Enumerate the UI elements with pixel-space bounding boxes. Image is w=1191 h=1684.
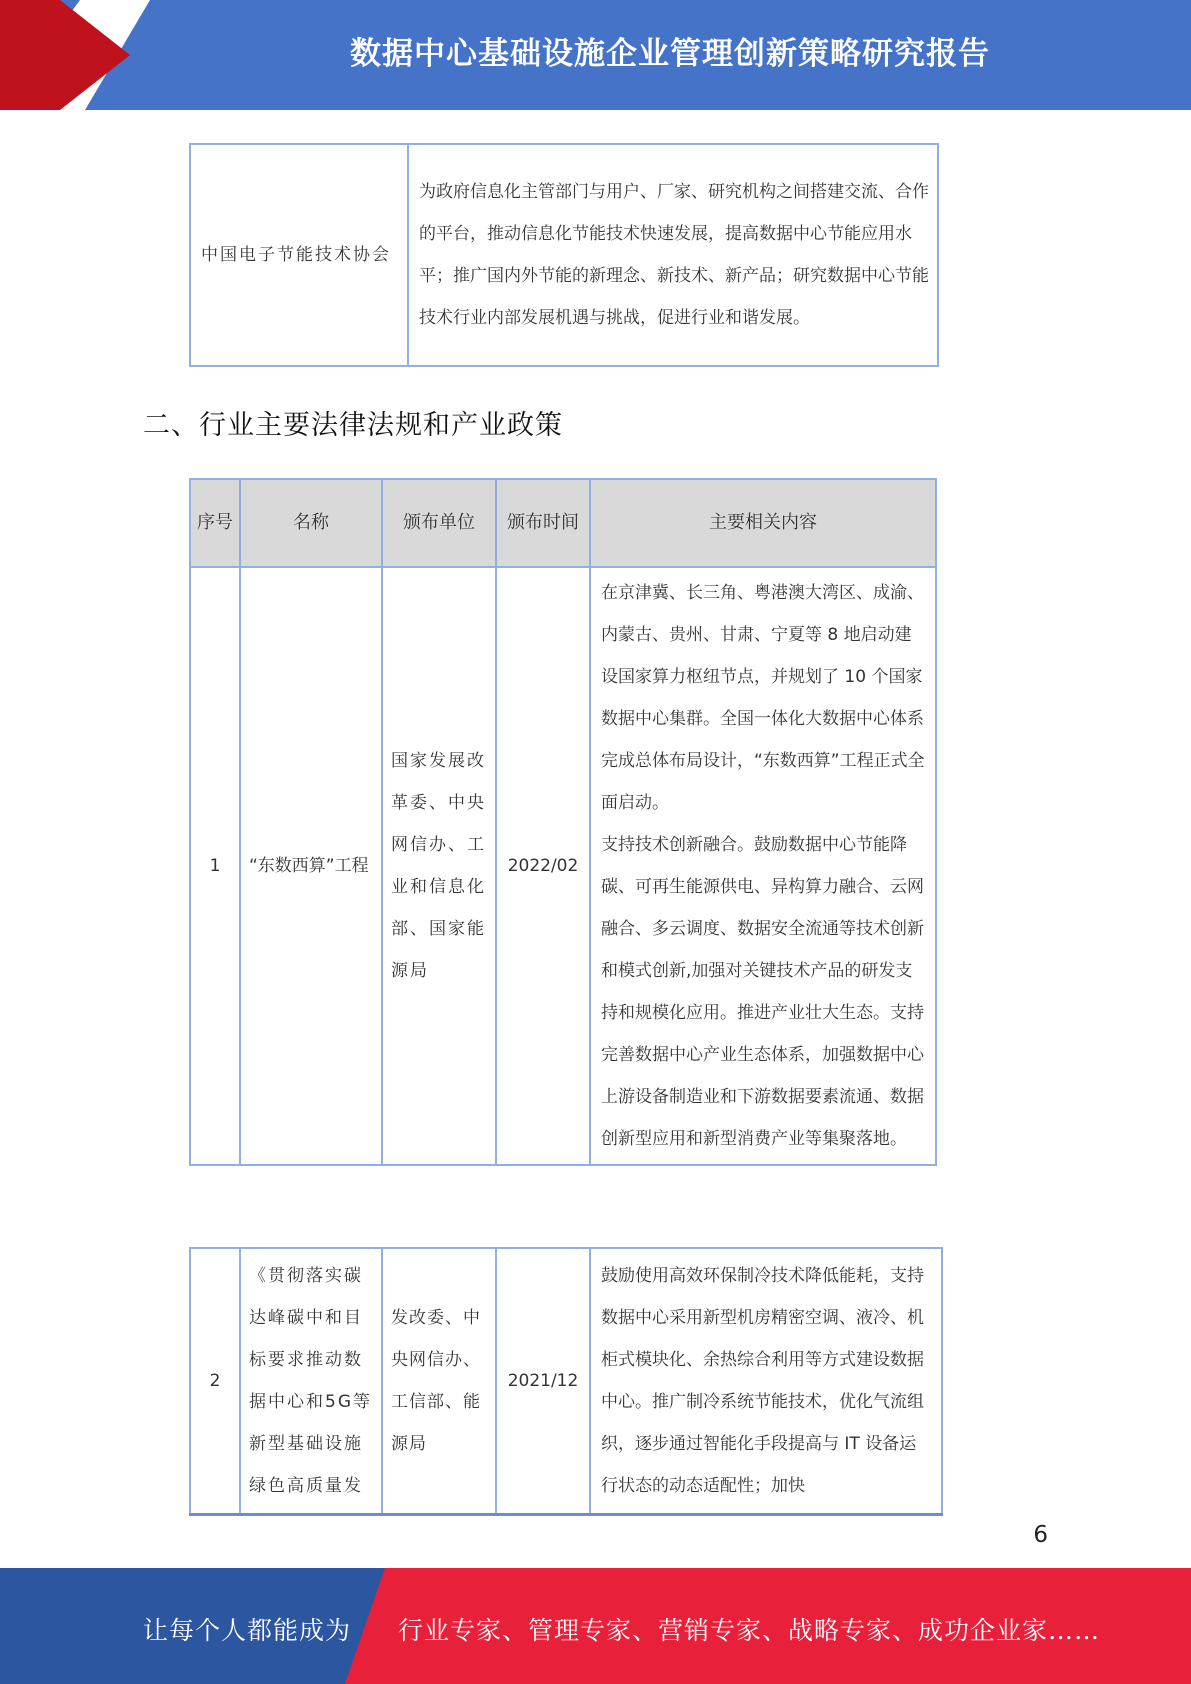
page-footer bbox=[0, 1568, 1191, 1684]
table-header-row bbox=[190, 479, 936, 567]
header-num: 序号 bbox=[190, 479, 240, 567]
page-number: 6 bbox=[1033, 1522, 1048, 1548]
row-content-paragraph: 在京津冀、长三角、粤港澳大湾区、成渝、内蒙古、贵州、甘肃、宁夏等 8 地启动建设国家算力枢纽节点，并规划了 10 个国家数据中心集群。全国一体化大数据中心体系完成总体布局设计，“东数西算”工程正式全面启动。 bbox=[601, 583, 925, 813]
row-num: 2 bbox=[190, 1248, 240, 1515]
organization-description: 为政府信息化主管部门与用户、厂家、研究机构之间搭建交流、合作的平台，推动信息化节能技术快速发展，提高数据中心节能应用水平；推广国内外节能的新理念、新技术、新产品；研究数据中心节能技术行业内部发展机遇与挑战，促进行业和谐发展。 bbox=[408, 144, 938, 366]
row-date: 2021/12 bbox=[496, 1248, 590, 1515]
header-name: 名称 bbox=[240, 479, 382, 567]
row-content: 鼓励使用高效环保制冷技术降低能耗，支持数据中心采用新型机房精密空调、液冷、机柜式模块化、余热综合利用等方式建设数据中心。推广制冷系统节能技术，优化气流组织，逐步通过智能化手段提高与 IT 设备运行状态的动态适配性；加快 bbox=[590, 1248, 942, 1515]
policy-table bbox=[189, 478, 937, 1166]
row-name: 《贯彻落实碳达峰碳中和目标要求推动数据中心和5G等新型基础设施绿色高质量发 bbox=[240, 1248, 382, 1515]
section-heading: 二、行业主要法律法规和产业政策 bbox=[143, 410, 563, 441]
row-name: “东数西算”工程 bbox=[240, 567, 382, 1165]
footer-slogan-right: 行业专家、管理专家、营销专家、战略专家、成功企业家…… bbox=[398, 1616, 1101, 1645]
organization-name: 中国电子节能技术协会 bbox=[190, 144, 408, 366]
organization-table bbox=[189, 143, 939, 367]
row-num: 1 bbox=[190, 567, 240, 1165]
page-header bbox=[0, 0, 1191, 110]
table-row bbox=[190, 1248, 942, 1515]
row-unit: 国家发展改革委、中央网信办、工业和信息化部、国家能源局 bbox=[382, 567, 496, 1165]
table-row bbox=[190, 567, 936, 1165]
report-title: 数据中心基础设施企业管理创新策略研究报告 bbox=[350, 36, 990, 72]
header-date: 颁布时间 bbox=[496, 479, 590, 567]
header-content: 主要相关内容 bbox=[590, 479, 936, 567]
row-unit: 发改委、中央网信办、工信部、能源局 bbox=[382, 1248, 496, 1515]
table-row bbox=[190, 144, 938, 366]
row-content bbox=[590, 567, 936, 1165]
header-unit: 颁布单位 bbox=[382, 479, 496, 567]
footer-slogan-left: 让每个人都能成为 bbox=[143, 1616, 352, 1645]
policy-table-continued bbox=[189, 1247, 943, 1516]
row-date: 2022/02 bbox=[496, 567, 590, 1165]
row-content-paragraph: 支持技术创新融合。鼓励数据中心节能降碳、可再生能源供电、异构算力融合、云网融合、多云调度、数据安全流通等技术创新和模式创新,加强对关键技术产品的研发支持和规模化应用。推进产业壮大生态。支持完善数据中心产业生态体系，加强数据中心上游设备制造业和下游数据要素流通、数据创新型应用和新型消费产业等集聚落地。 bbox=[601, 835, 924, 1149]
